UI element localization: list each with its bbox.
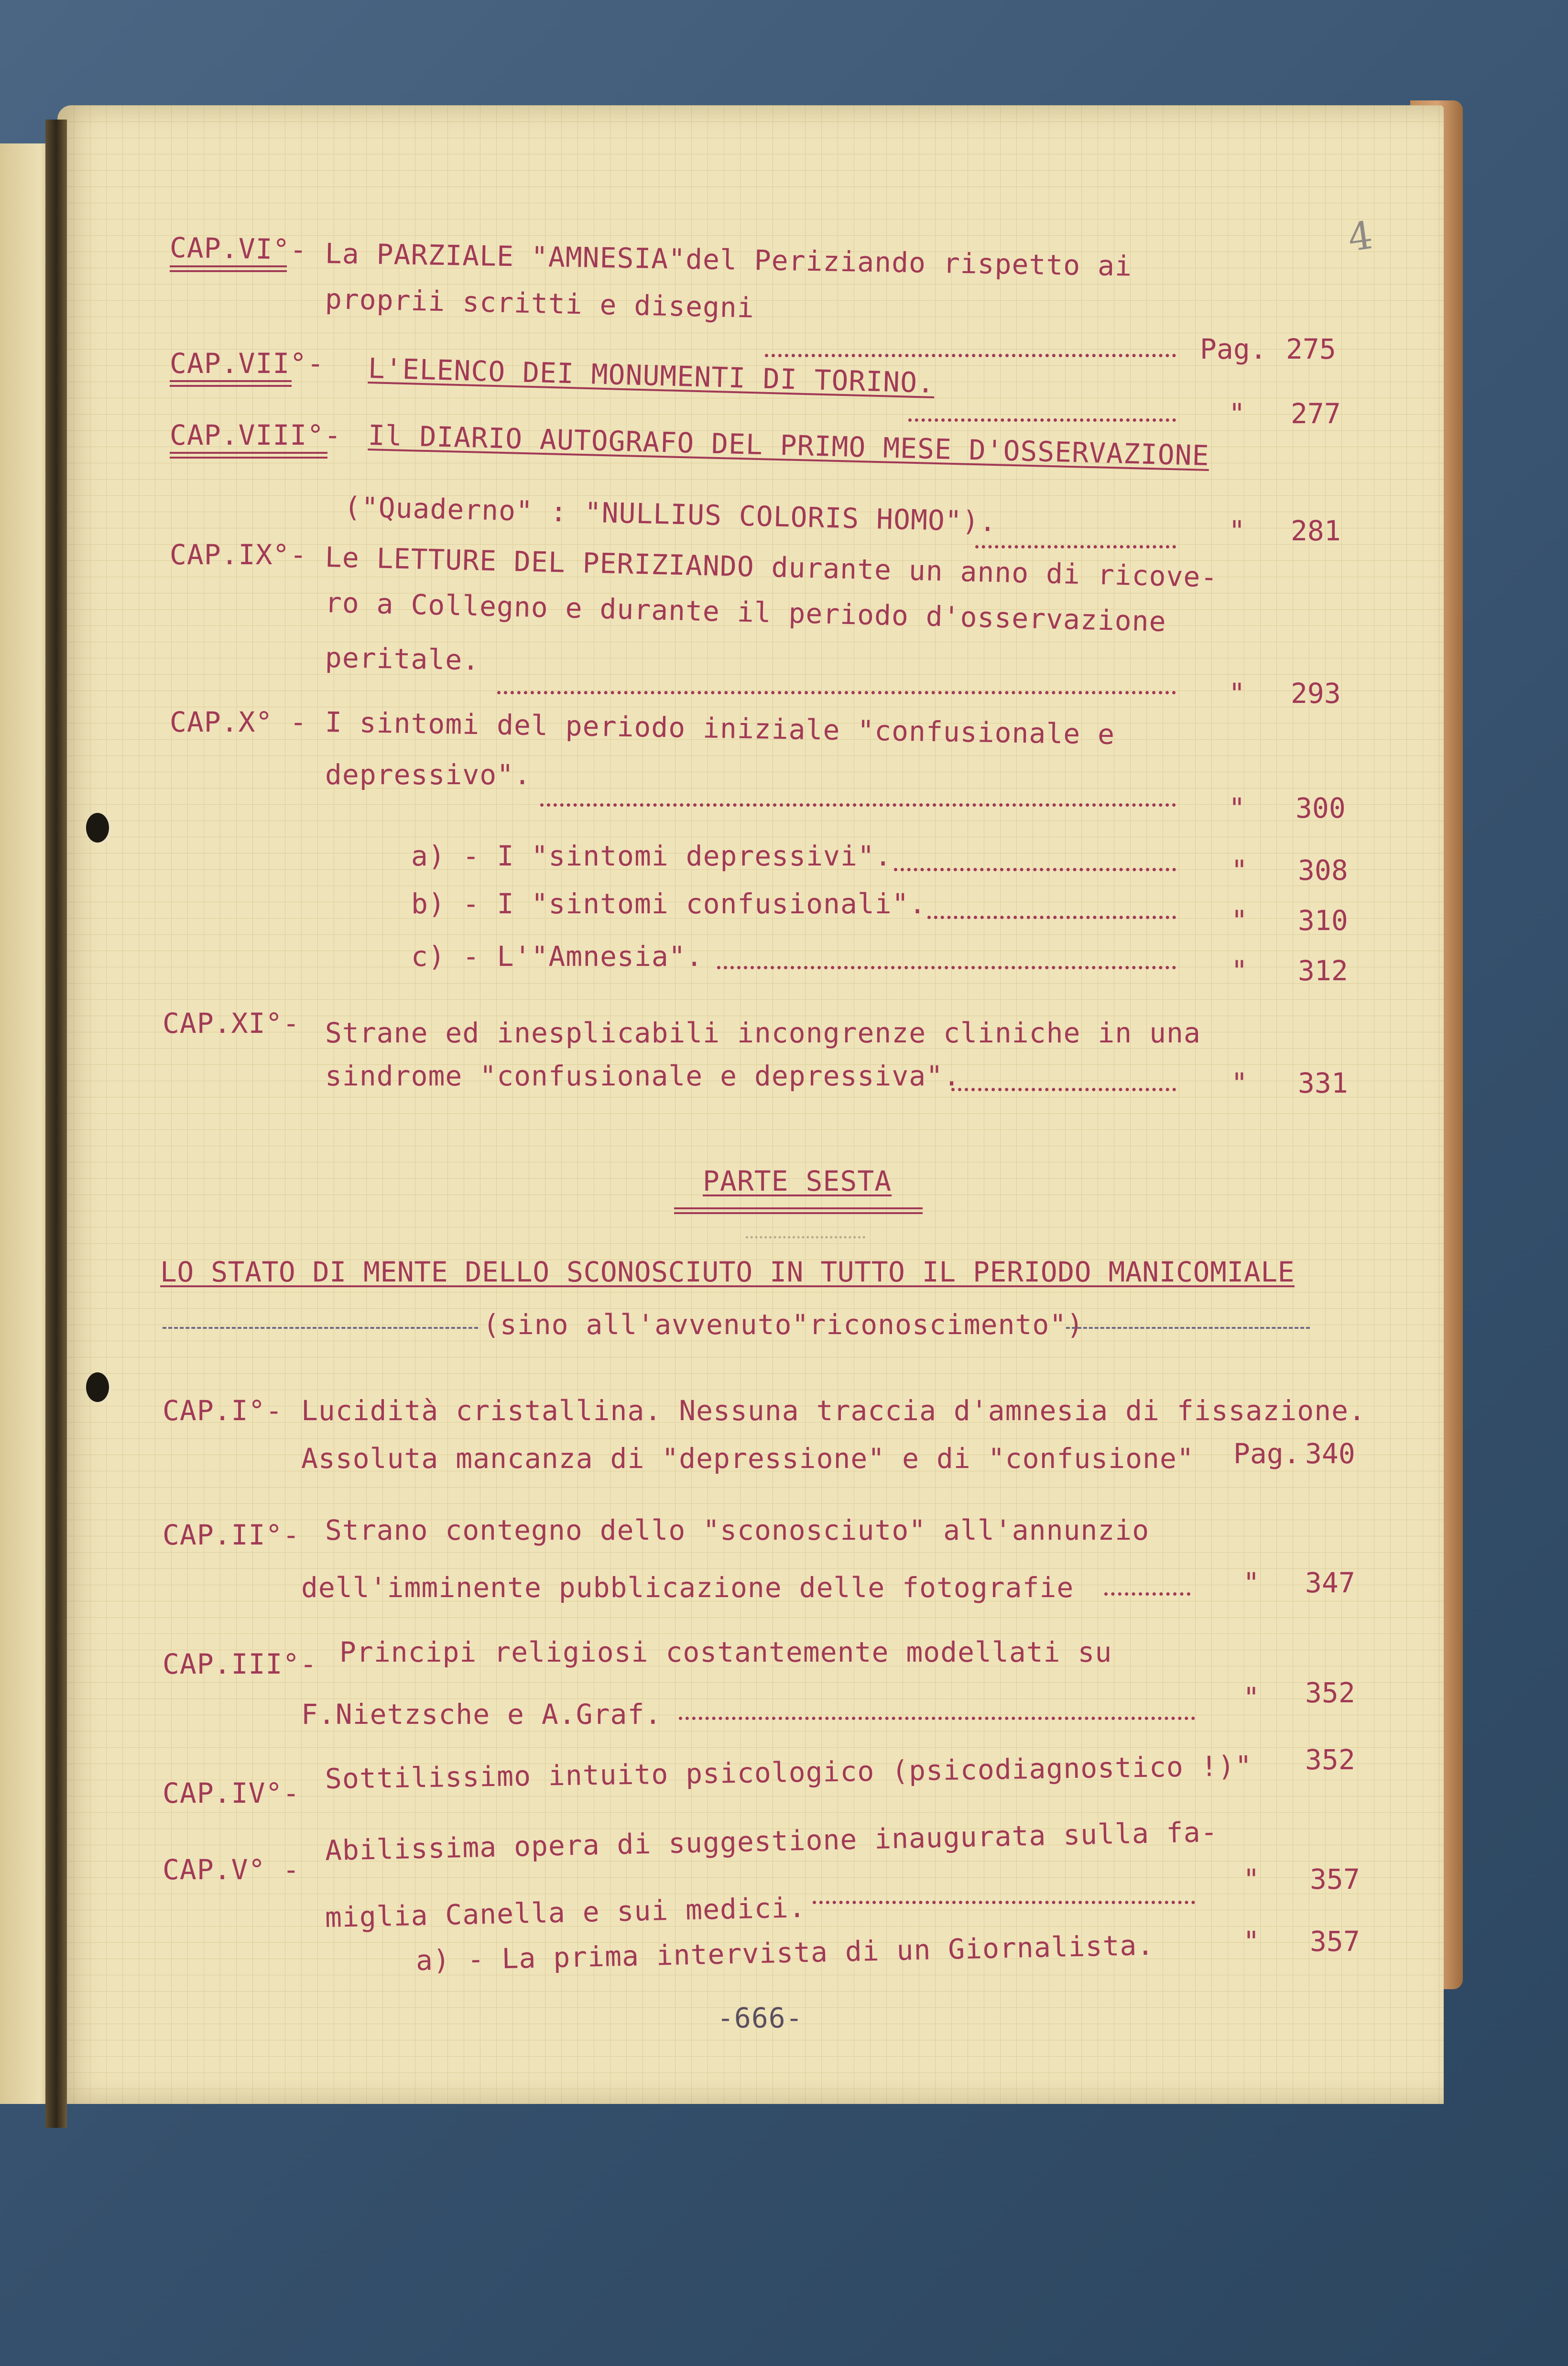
page-number: 357 bbox=[1310, 1925, 1360, 1958]
leader-dots bbox=[813, 1901, 1195, 1904]
chapter-label: CAP.IX°- bbox=[170, 538, 307, 571]
chapter-title-line: ("Quaderno" : "NULLIUS COLORIS HOMO"). bbox=[344, 491, 997, 538]
chapter-title-line: miglia Canella e sui medici. bbox=[325, 1891, 806, 1934]
double-underline bbox=[674, 1207, 923, 1214]
leader-dots bbox=[679, 1717, 1195, 1720]
page-label: " bbox=[1229, 677, 1245, 710]
page-number: 277 bbox=[1291, 397, 1341, 430]
subitem-label: a) - I "sintomi depressivi". bbox=[411, 840, 892, 872]
page-number: 310 bbox=[1298, 904, 1348, 937]
chapter-title-line: Il DIARIO AUTOGRAFO DEL PRIMO MESE D'OSSERVAZIONE bbox=[368, 419, 1210, 472]
subitem-label: b) - I "sintomi confusionali". bbox=[411, 887, 926, 920]
page-number: 312 bbox=[1298, 954, 1348, 987]
page-label: Pag. bbox=[1233, 1437, 1300, 1470]
page-number: 300 bbox=[1296, 792, 1346, 824]
chapter-label: CAP.III°- bbox=[163, 1648, 317, 1680]
chapter-title-line: sindrome "confusionale e depressiva". bbox=[325, 1060, 961, 1092]
page-label: " bbox=[1231, 954, 1248, 987]
page-label: " bbox=[1243, 1863, 1260, 1895]
page-label: " bbox=[1243, 1681, 1260, 1714]
page-number: 293 bbox=[1291, 677, 1341, 710]
page-number: 352 bbox=[1305, 1676, 1355, 1709]
leader-dots bbox=[951, 1088, 1176, 1091]
chapter-label: CAP.II°- bbox=[163, 1519, 300, 1551]
chapter-label: CAP.X° - bbox=[170, 706, 307, 738]
chapter-title-line: La PARZIALE "AMNESIA"del Periziando rispetto ai bbox=[325, 237, 1132, 283]
chapter-title-line: L'ELENCO DEI MONUMENTI DI TORINO. bbox=[368, 352, 935, 400]
page-label: Pag. bbox=[1200, 333, 1267, 365]
decorative-dashes bbox=[163, 1327, 478, 1329]
page-label: " bbox=[1229, 792, 1245, 824]
decorative-dashes bbox=[1066, 1327, 1310, 1329]
page-number: 357 bbox=[1310, 1863, 1360, 1895]
leader-dots bbox=[717, 966, 1176, 969]
binder-hole bbox=[86, 1372, 109, 1402]
chapter-title-line: proprii scritti e disegni bbox=[325, 283, 755, 324]
chapter-label: CAP.VI°- bbox=[169, 231, 307, 266]
page-label: " bbox=[1231, 854, 1248, 887]
page-number: 281 bbox=[1291, 515, 1341, 547]
book-binding bbox=[45, 120, 67, 2128]
chapter-title-line: I sintomi del periodo iniziale "confusionale e bbox=[325, 706, 1115, 751]
page-number: 340 bbox=[1305, 1437, 1355, 1470]
leader-dots bbox=[908, 418, 1176, 422]
decorative-dots bbox=[746, 1236, 865, 1238]
part-title: LO STATO DI MENTE DELLO SCONOSCIUTO IN TUTTO IL PERIODO MANICOMIALE bbox=[160, 1256, 1295, 1288]
page-number: 347 bbox=[1305, 1566, 1355, 1599]
chapter-title-line: ro a Collegno e durante il periodo d'osservazione bbox=[325, 586, 1167, 638]
leader-dots bbox=[540, 803, 1176, 807]
chapter-label: CAP.I°- bbox=[163, 1394, 283, 1427]
chapter-title-line: Strane ed inesplicabili incongrenze cliniche in una bbox=[325, 1017, 1201, 1049]
chapter-title-line: Strano contegno dello "sconosciuto" all'annunzio bbox=[325, 1514, 1150, 1546]
page-label: " bbox=[1229, 397, 1245, 430]
chapter-title-line: depressivo". bbox=[325, 758, 532, 791]
part-subtitle: (sino all'avvenuto"riconoscimento") bbox=[483, 1308, 1084, 1341]
page-number: 275 bbox=[1286, 333, 1336, 365]
chapter-title-line: F.Nietzsche e A.Graf. bbox=[301, 1698, 662, 1731]
double-underline bbox=[170, 452, 327, 459]
leader-dots bbox=[765, 354, 1176, 357]
double-underline bbox=[170, 380, 292, 387]
chapter-title-line: Abilissima opera di suggestione inaugurata sulla fa- bbox=[325, 1815, 1219, 1867]
leader-dots bbox=[1104, 1592, 1190, 1596]
page-label: " bbox=[1243, 1925, 1260, 1958]
chapter-title-line: Principi religiosi costantemente modellati su bbox=[339, 1636, 1112, 1668]
handwritten-page-number: 4 bbox=[1345, 212, 1376, 261]
leader-dots bbox=[894, 868, 1176, 871]
chapter-label: CAP.VIII°- bbox=[170, 419, 342, 451]
page-label: " bbox=[1231, 1067, 1248, 1099]
page-number: 352 bbox=[1305, 1743, 1355, 1776]
subitem-label: a) - La prima intervista di un Giornalista. bbox=[415, 1928, 1154, 1977]
page-label: " bbox=[1243, 1566, 1260, 1599]
page-number: 308 bbox=[1298, 854, 1348, 887]
footer-page-number: -666- bbox=[717, 2002, 803, 2034]
chapter-label: CAP.VII°- bbox=[170, 347, 325, 380]
part-heading: PARTE SESTA bbox=[703, 1165, 892, 1197]
chapter-title-line: dell'imminente pubblicazione delle fotografie bbox=[301, 1571, 1074, 1604]
double-underline bbox=[170, 265, 287, 272]
chapter-title-line: Le LETTURE DEL PERIZIANDO durante un anno di ricove- bbox=[325, 541, 1219, 594]
chapter-label: CAP.XI°- bbox=[163, 1007, 300, 1040]
leader-dots bbox=[497, 691, 1176, 694]
chapter-title-line: Lucidità cristallina. Nessuna traccia d'amnesia di fissazione. bbox=[301, 1394, 1366, 1427]
page-label: " bbox=[1229, 515, 1245, 547]
subitem-label: c) - L'"Amnesia". bbox=[411, 940, 703, 973]
leader-dots bbox=[927, 916, 1176, 919]
chapter-label: CAP.IV°- bbox=[163, 1777, 300, 1809]
binder-hole bbox=[86, 813, 109, 843]
page-label: " bbox=[1231, 904, 1248, 937]
leader-dots bbox=[975, 545, 1176, 548]
chapter-title-line: peritale. bbox=[325, 641, 480, 677]
chapter-title-line: Assoluta mancanza di "depressione" e di "confusione" bbox=[301, 1442, 1194, 1475]
chapter-label: CAP.V° - bbox=[163, 1853, 300, 1886]
chapter-title-line: Sottilissimo intuito psicologico (psicodiagnostico !)" bbox=[325, 1749, 1252, 1795]
page-number: 331 bbox=[1298, 1067, 1348, 1099]
